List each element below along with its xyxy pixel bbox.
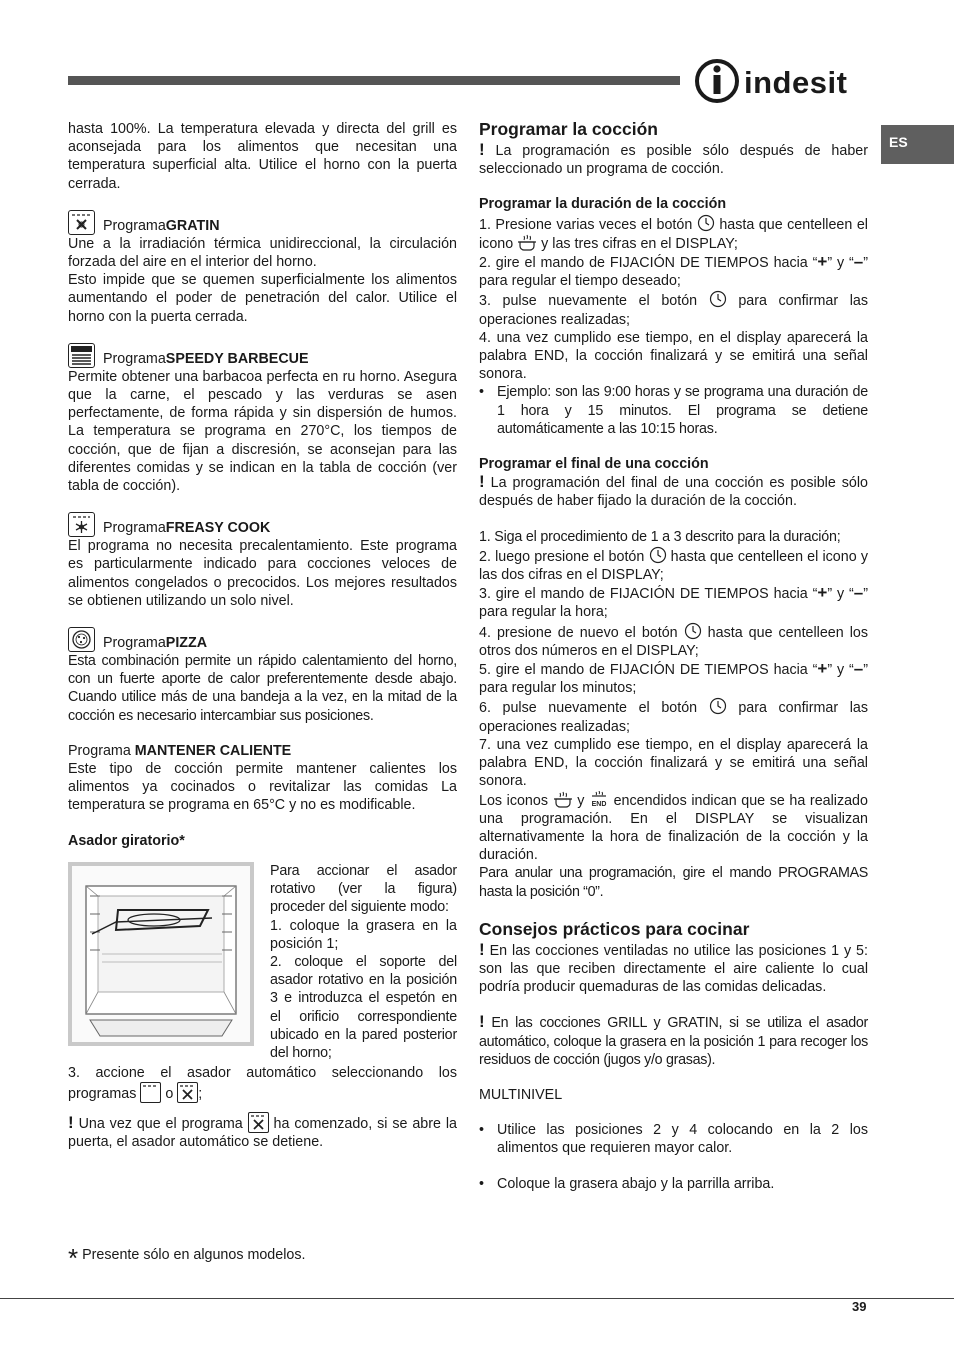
end-step-2: 2. luego presione el botón hasta que centelleen el icono y las dos cifras en el DISPLAY;: [479, 546, 868, 584]
freasy-cook-text: El programa no necesita precalentamiento. Este programa es particularmente indicado para cocciones veloces de alimentos congelados o precocidos. Los mejores resultados se obtienen utilizando un solo nivel.: [68, 538, 457, 609]
cooking-duration-icon: [553, 791, 573, 808]
end-icon-label: END: [591, 800, 607, 808]
page-number: 39: [852, 1299, 867, 1314]
left-column: [68, 120, 457, 1151]
duration-example: • Ejemplo: son las 9:00 horas y se programa una duración de 1 hora y 15 minutos. El programa se detiene automáticamente a las 10:15 horas.: [479, 384, 868, 437]
grill-intro-text: hasta 100%. La temperatura elevada y directa del grill es aconsejada para los alimentos que necesitan una temperatura superficial alta. Utilice el horno con la puerta cerrada.: [68, 121, 457, 192]
clock-button-icon: [709, 697, 727, 715]
programming-icons-text: Los iconos y END encendidos indican que se ha realizado una programación. En el DISPLAY se visualizan alternativamente la hora de finalización de la cocción y la duración.: [479, 792, 868, 864]
rotisserie-instructions: Para accionar el asador rotativo (ver la figura) proceder del siguiente modo: 1. coloque la grasera en la posición 1; 2. coloque el soporte del asador rotativo en la posición 3 e introduzca el espetón en el orificio correspondiente ubicado en la pared posterior del horno;: [270, 862, 457, 1061]
end-step-7: 7. una vez cumplido ese tiempo, en el display aparecerá la palabra END, la cocción finalizará y se emitirá una señal sonora.: [479, 736, 868, 790]
logo-text: indesit: [744, 65, 848, 100]
clock-button-icon: [649, 546, 667, 564]
pizza-icon: [68, 627, 95, 652]
programming-title: Programar la cocción: [479, 119, 658, 139]
speedy-barbecue-text: Permite obtener una barbacoa perfecta en ru horno. Asegura que la carne, el pescado y las verduras se asen perfectamente, de forma rápida y sin dispersión de humos. La temperatura se programa en 270°C, los tiempos de cocción, que de fijan a discresión, se aconsejan para las diferentes comidas y se indican en la tabla de cocción (ver tabla de cocción).: [68, 368, 457, 495]
keep-warm-text: Este tipo de cocción permite mantener calientes los alimentos ya cocinados o revitalizar las comidas La temperatura se programa en 65°C y no es modificable.: [68, 761, 457, 814]
pizza-heading: Programa PIZZA: [68, 627, 457, 652]
duration-step-4: 4. una vez cumplido ese tiempo, en el display aparecerá la palabra END, la cocción finalizará y se emitirá una señal sonora.: [479, 329, 868, 383]
keep-warm-name: MANTENER CALIENTE: [134, 742, 292, 759]
gratin-icon-warning: [248, 1112, 269, 1133]
end-step-6: 6. pulse nuevamente el botón para confirmar las operaciones realizadas;: [479, 697, 868, 735]
clock-button-icon: [684, 622, 702, 640]
pizza-text: Esta combinación permite un rápido calentamiento del horno, con un fuerte aporte de calor preferentemente desde abajo. Cuando utilice más de una bandeja a la vez, en la mitad de la cocción es necesario intercambiar sus posiciones.: [68, 653, 457, 724]
cooking-tips-title: Consejos prácticos para cocinar: [479, 918, 750, 939]
gratin-icon: [68, 210, 95, 235]
clock-button-icon: [709, 290, 727, 308]
end-step-1: 1. Siga el procedimiento de 1 a 3 descrito para la duración;: [479, 528, 841, 545]
right-column: [479, 118, 868, 1193]
language-tab: ES: [881, 125, 954, 164]
freasy-cook-icon: [68, 512, 95, 537]
oven-rotisserie-illustration: [68, 862, 254, 1046]
end-step-5: 5. gire el mando de FIJACIÓN DE TIEMPOS hacia “+” y “–” para regular los minutos;: [479, 659, 868, 697]
gratin-icon-small: [177, 1082, 198, 1103]
footnote: * Presente sólo en algunos modelos.: [68, 1243, 306, 1273]
duration-step-1: 1. Presione varias veces el botón hasta que centelleen el icono y las tres cifras en el DISPLAY;: [479, 214, 868, 253]
freasy-cook-heading: Programa FREASY COOK: [68, 512, 457, 537]
rotisserie-section: [68, 862, 457, 1062]
gratin-name: GRATIN: [165, 217, 220, 234]
pizza-name: PIZZA: [165, 634, 208, 651]
duration-title: Programar la duración de la cocción: [479, 196, 727, 213]
multilevel-bullet-1: • Utilice las posiciones 2 y 4 colocando en la 2 los alimentos que requieren mayor calor.: [479, 1122, 868, 1157]
header-bar: [68, 76, 680, 85]
end-cooking-icon: [589, 791, 609, 808]
end-time-warning: ! La programación del final de una cocción es posible sólo después de haber fijado la duración de la cocción.: [479, 472, 868, 510]
freasy-cook-name: FREASY COOK: [165, 520, 271, 537]
rotisserie-warning: ! Una vez que el programa ha comenzado, si se abre la puerta, el asador automático se detiene.: [68, 1112, 457, 1150]
tips-warning-2: ! En las cocciones GRILL y GRATIN, si se utiliza el asador automático, coloque la grasera en la posición 1 para recoger los residuos de cocción (jugos y/o grasas).: [479, 1012, 868, 1068]
clock-button-icon: [697, 214, 715, 232]
cooking-duration-icon: [517, 234, 537, 251]
gratin-heading: Programa GRATIN: [68, 210, 457, 235]
grill-icon: [140, 1082, 161, 1103]
rotisserie-step-3: 3. accione el asador automático seleccionando los programas o ;: [68, 1065, 457, 1103]
cancel-programming-text: Para anular una programación, gire el mando PROGRAMAS hasta la posición “0”.: [479, 865, 868, 900]
gratin-text: Une a la irradiación térmica unidireccional, la circulación forzada del aire en el interior del horno.: [68, 235, 457, 271]
speedy-barbecue-icon: [68, 343, 95, 368]
speedy-barbecue-name: SPEEDY BARBECUE: [165, 350, 309, 367]
programming-warning: ! La programación es posible sólo después de haber seleccionado un programa de cocción.: [479, 140, 868, 178]
rotisserie-title: Asador giratorio*: [68, 832, 185, 849]
speedy-barbecue-heading: Programa SPEEDY BARBECUE: [68, 343, 457, 368]
end-step-4: 4. presione de nuevo el botón hasta que centelleen los otros dos números en el DISPLAY;: [479, 622, 868, 660]
end-time-title: Programar el final de una cocción: [479, 456, 709, 473]
duration-step-3: 3. pulse nuevamente el botón para confirmar las operaciones realizadas;: [479, 290, 868, 328]
multilevel-title: MULTINIVEL: [479, 1086, 563, 1103]
keep-warm-heading: Programa MANTENER CALIENTE: [68, 742, 292, 759]
gratin-text-2: Esto impide que se quemen superficialmente los alimentos aumentando el poder de penetración del calor. Utilice el horno con la puerta cerrada.: [68, 272, 457, 325]
multilevel-bullet-2: • Coloque la grasera abajo y la parrilla arriba.: [479, 1175, 775, 1192]
indesit-logo: [694, 58, 870, 104]
duration-step-2: 2. gire el mando de FIJACIÓN DE TIEMPOS hacia “+” y “–” para regular el tiempo deseado;: [479, 252, 868, 290]
tips-warning-1: ! En las cocciones ventiladas no utilice las posiciones 1 y 5: son las que reciben directamente el aire caliente lo cual podría producir quemaduras de las comidas delicadas.: [479, 939, 868, 996]
end-step-3: 3. gire el mando de FIJACIÓN DE TIEMPOS hacia “+” y “–” para regular la hora;: [479, 583, 868, 621]
footer-line: [0, 1298, 954, 1299]
